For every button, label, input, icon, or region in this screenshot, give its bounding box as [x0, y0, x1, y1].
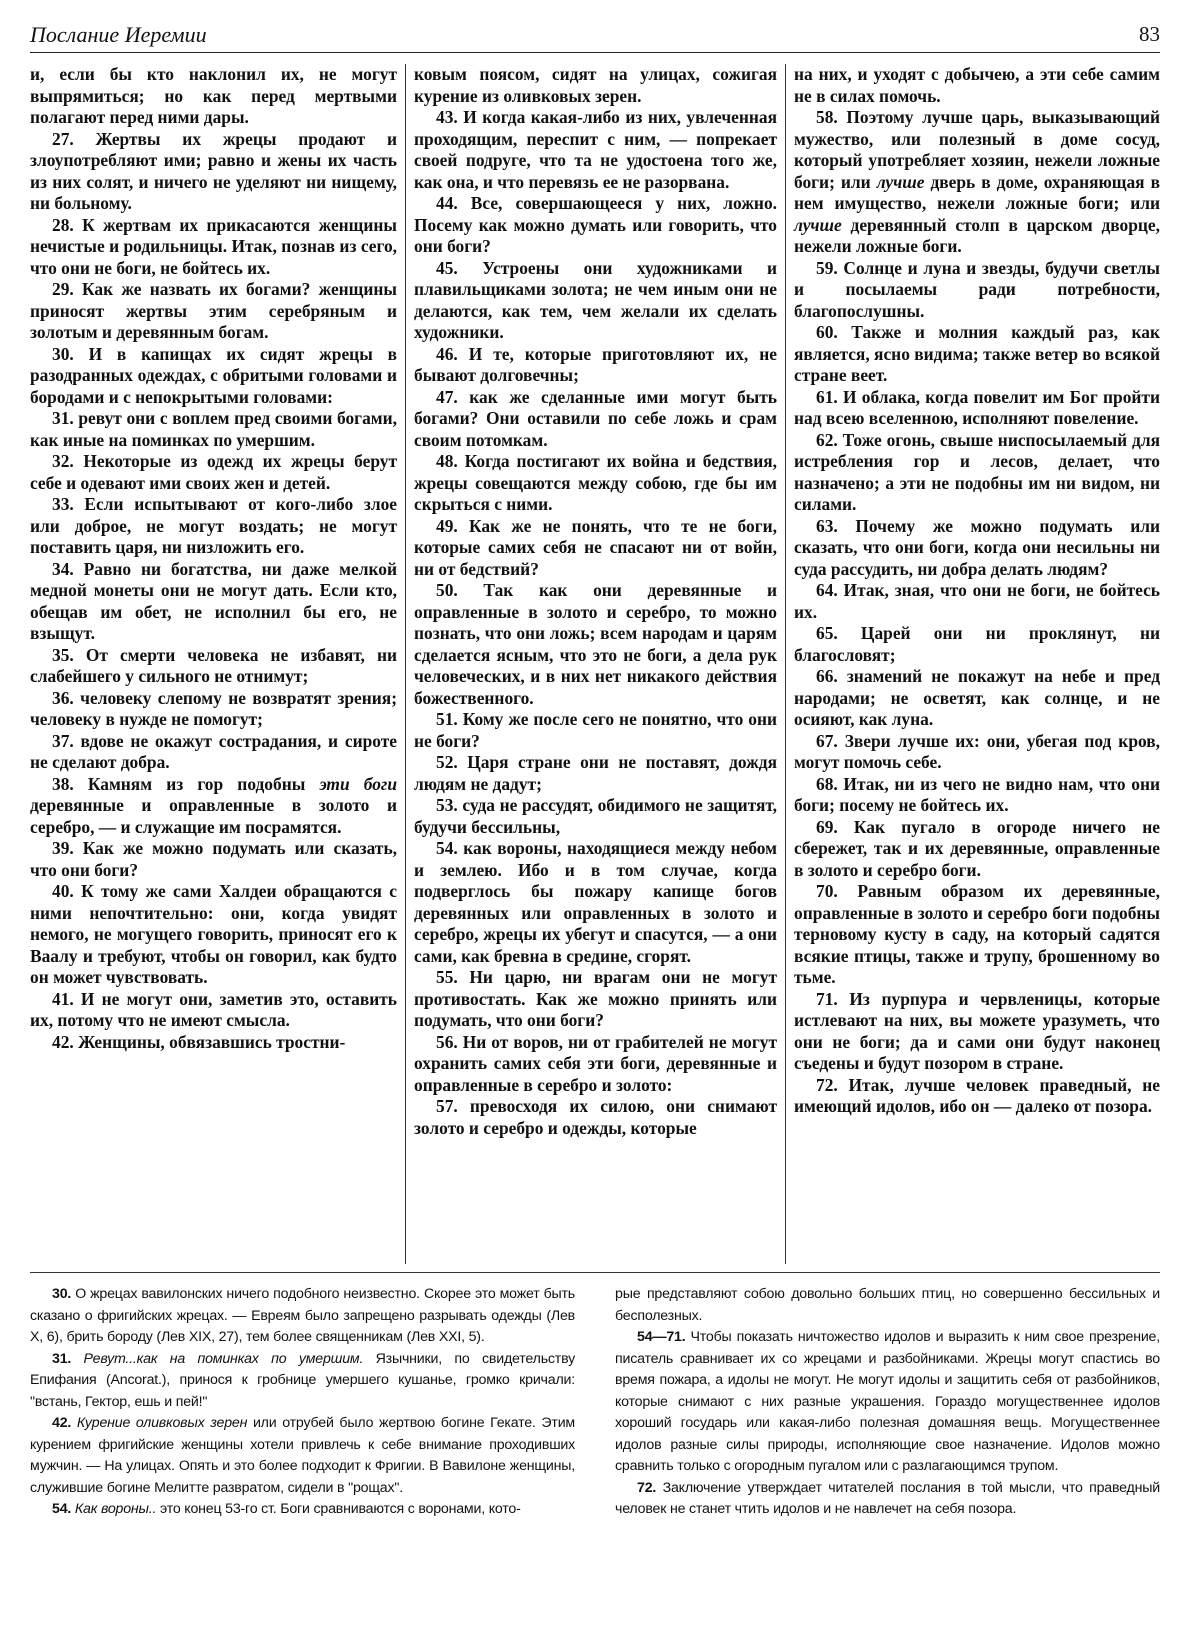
verse: 69. Как пугало в огороде ничего не сбережет, так и их деревянные, оправленные в золото и серебро боги. [794, 816, 1160, 880]
footnote-divider [30, 1272, 1160, 1273]
verse: 66. знамений не покажут на небе и пред народами; не осветят, как солнце, и не осияют, как луна. [794, 666, 1160, 729]
verse [794, 107, 1160, 258]
verse: 54. как вороны, находящиеся между небом и землею. Ибо и в том случае, когда подверглось бы пожару капище богов деревянных или оправленных в золото и серебро, жрецы их убегут и спасутся, — а они сами, как бревна в средине, сгорят. [414, 838, 777, 966]
verse: 56. Ни от воров, ни от грабителей не могут охранить самих себя эти боги, деревянные и оправленные в серебро и золото: [414, 1031, 777, 1095]
verse: 27. Жертвы их жрецы продают и злоупотребляют ими; равно и жены их часть из них солят, и ничего не уделяют ни нищему, ни больному. [30, 128, 397, 213]
commentary-note [615, 1478, 1160, 1521]
verse-italic: эти боги [319, 773, 397, 794]
verse: 29. Как же назвать их богами? женщины приносят жертвы этим серебряным и золотым и деревянным богам. [30, 279, 397, 342]
verse: 68. Итак, ни из чего не видно нам, что они боги; посему не бойтесь их. [794, 773, 1160, 815]
running-title: Послание Иеремии [30, 22, 207, 47]
verse: 35. От смерти человека не избавят, ни слабейшего у сильного не отнимут; [30, 644, 397, 686]
verse: 57. превосходя их силою, они снимают золото и серебро и одежды, которые [414, 1096, 777, 1138]
verse: 51. Кому же после сего не понятно, что они не боги? [414, 709, 777, 751]
verse-text: 58. Поэтому лучше царь, выказывающий мужество, или полезный в доме сосуд, который употребляет хозяин, нежели ложные боги; или [794, 107, 1160, 192]
verse: 64. Итак, зная, что они не боги, не бойтесь их. [794, 580, 1160, 622]
verse: и, если бы кто наклонил их, не могут выпрямиться; но как перед мертвыми полагают перед ними дары. [30, 64, 397, 127]
verse: 46. И те, которые приготовляют их, не бывают долговечны; [414, 343, 777, 385]
commentary-note [30, 1499, 575, 1521]
verse: 43. И когда какая-либо из них, увлеченная проходящим, переспит с ним, — попрекает своей подруге, что та не удостоена того же, как она, и что перевязь ее не разорвана. [414, 107, 777, 192]
verse-text: 38. Камням из гор подобны [52, 773, 320, 794]
verse: 49. Как же не понять, что те не боги, которые самих себя не спасают ни от войн, ни от бедствий? [414, 515, 777, 579]
main-text [30, 64, 1160, 1264]
verse: 48. Когда постигают их война и бедствия, жрецы совещаются между собою, где бы им скрыться с ними. [414, 451, 777, 514]
verse: 42. Женщины, обвязавшись тростни- [52, 1031, 346, 1052]
text-column-1 [30, 64, 405, 1264]
page-number: 83 [1139, 22, 1160, 46]
note-text: или отрубей было жертвою богине Гекате. Этим курением фригийские женщины хотели привлечь к себе внимание проходивших мужчин. — На улицах. Опять и это более подходит к Фригии. В Вавилоне женщины, служившие богине Мелитте развратом, сидели в "рощах". [30, 1415, 575, 1496]
note-text: рые представляют собою довольно больших птиц, но совершенно бессильных и бесполезных. [615, 1286, 1160, 1324]
commentary-column-2 [615, 1284, 1160, 1614]
verse: 72. Итак, лучше человек праведный, не имеющий идолов, ибо он — далеко от позора. [794, 1074, 1160, 1116]
verse: 39. Как же можно подумать или сказать, что они боги? [30, 838, 397, 880]
verse: 44. Все, совершающееся у них, ложно. Посему как можно думать или говорить, что они боги? [414, 193, 777, 256]
verse: 65. Царей они ни проклянут, ни благословят; [794, 623, 1160, 665]
verse: 28. К жертвам их прикасаются женщины нечистые и родильницы. Итак, познав из сего, что они не боги, не бойтесь их. [30, 214, 397, 278]
verse: 60. Также и молния каждый раз, как является, ясно видима; также ветер во всякой стране веет. [794, 322, 1160, 385]
note-text: Чтобы показать ничтожество идолов и выразить к ним свое презрение, писатель сравнивает их со жрецами и разбойниками. Жрецы могут спастись во время пожара, а идолы не могут. Не могут идолы и защитить себя от разбойников, которые снимают с них разные украшения. Гораздо могущественнее идолов хороший государь или какая-либо полезная домашняя вещь. Могущественнее идолов разные силы природы, исполняющие свое назначение. Идолов можно сравнить только с огородным пугалом или с разлагающимся трупом. [615, 1329, 1160, 1474]
note-text: Язычники, по свидетельству Епифания (Ancorat.), принося к гробнице умершего кушанье, громко кричали: "встань, Гектор, ешь и пей!" [30, 1350, 575, 1410]
verse: 37. вдове не окажут сострадания, и сироте не сделают добра. [30, 730, 397, 772]
commentary-note [615, 1284, 1160, 1327]
running-header [30, 22, 1160, 53]
note-italic: Ревут...как на поминках по умершим. [71, 1350, 364, 1367]
verse-text: деревянный столп в царском дворце, нежели ложные боги. [794, 214, 1160, 256]
verse: 31. ревут они с воплем пред своими богами, как иные на поминках по умершим. [30, 408, 397, 450]
verse: 41. И не могут они, заметив это, оставить их, потому что не имеют смысла. [30, 988, 397, 1030]
note-number: 72. [637, 1479, 657, 1496]
note-italic: Курение оливковых зерен [71, 1415, 248, 1431]
commentary-note [615, 1327, 1160, 1478]
verse: 71. Из пурпура и червленицы, которые истлевают на них, вы можете уразуметь, что они не боги; да и сами они будут наконец съедены и будут позором в стране. [794, 988, 1160, 1073]
verse-text: деревянные и оправленные в золото и серебро, — и служащие им посрамятся. [30, 795, 397, 837]
note-number: 31. [52, 1350, 72, 1367]
verse: 34. Равно ни богатства, ни даже мелкой медной монеты они не могут дать. Если кто, обещав им обет, не исполнил бы его, не взыщут. [30, 558, 397, 643]
verse: 63. Почему же можно подумать или сказать, что они боги, когда они несильны ни суда рассудить, ни добра делать людям? [794, 515, 1160, 579]
commentary-column-1 [30, 1284, 575, 1614]
text-column-2 [405, 64, 785, 1264]
verse: 36. человеку слепому не возвратят зрения; человеку в нужде не помогут; [30, 687, 397, 729]
verse: на них, и уходят с добычею, а эти себе самим не в силах помочь. [794, 64, 1160, 106]
verse: 59. Солнце и луна и звезды, будучи светлы и посылаемы ради потребности, благопослушны. [794, 257, 1160, 321]
verse: 61. И облака, когда повелит им Бог пройти над всею вселенною, исполняют повеление. [794, 386, 1160, 428]
verse: 32. Некоторые из одежд их жрецы берут себе и одевают ими своих жен и детей. [30, 451, 397, 493]
note-number: 54—71. [637, 1329, 686, 1345]
note-number: 42. [52, 1415, 72, 1431]
verse [30, 774, 397, 839]
note-text: это конец 53-го ст. Боги сравниваются с воронами, кото- [156, 1501, 521, 1517]
verse: 30. И в капищах их сидят жрецы в разодранных одеждах, с обритыми головами и бородами и с непокрытыми головами: [30, 343, 397, 407]
note-number: 30. [52, 1286, 72, 1302]
commentary [30, 1284, 1160, 1614]
verse-italic: лучше [876, 171, 925, 192]
commentary-note [30, 1284, 575, 1349]
commentary-note [30, 1413, 575, 1499]
note-italic: Как вороны.. [71, 1501, 157, 1517]
verse: 45. Устроены они художниками и плавильщиками золота; не чем иным они не делаются, как тем, чем желали их сделать художники. [414, 257, 777, 342]
verse: 70. Равным образом их деревянные, оправленные в золото и серебро боги подобны терновому кусту в саду, на который садятся всякие птицы, также и трупу, брошенному во тьме. [794, 881, 1160, 987]
verse-italic: лучше [794, 214, 842, 235]
note-text: Заключение утверждает читателей послания в той мысли, что праведный человек не станет чтить идолов и не навлечет на себя позора. [615, 1479, 1160, 1517]
verse: 53. суда не рассудят, обидимого не защитят, будучи бессильны, [414, 795, 777, 837]
verse: 33. Если испытывают от кого-либо злое или доброе, не могут воздать; не могут поставить царя, ни низложить его. [30, 494, 397, 557]
verse: ковым поясом, сидят на улицах, сожигая курение из оливковых зерен. [414, 64, 777, 106]
verse-text: дверь в доме, охраняющая в нем имущество, нежели ложные боги; или [794, 171, 1160, 213]
verse: 62. Тоже огонь, свыше ниспосылаемый для истребления гор и лесов, делает, что назначено; а эти не подобны им ни видом, ни силами. [794, 429, 1160, 514]
verse: 55. Ни царю, ни врагам они не могут противостать. Как же можно принять или подумать, что они боги? [414, 967, 777, 1030]
text-column-3 [785, 64, 1160, 1264]
verse: 40. К тому же сами Халдеи обращаются с ними непочтительно: они, когда увидят немого, не могущего говорить, приносят его к Ваалу и требуют, чтобы он говорил, как будто он может чувствовать. [30, 881, 397, 987]
verse: 50. Так как они деревянные и оправленные в золото и серебро, то можно познать, что они ложь; всем народам и царям сделается ясным, что это не боги, а дела рук человеческих, и в них нет никакого действия божественного. [414, 580, 777, 708]
verse: 47. как же сделанные ими могут быть богами? Они оставили по себе ложь и срам своим потомкам. [414, 386, 777, 450]
commentary-note [30, 1349, 575, 1414]
note-text: О жрецах вавилонских ничего подобного неизвестно. Скорее это может быть сказано о фригийских жрецах. — Евреям было запрещено разрывать одежды (Лев X, 6), брить бороду (Лев XIX, 27), тем более священникам (Лев XXI, 5). [30, 1286, 575, 1345]
verse: 67. Звери лучше их: они, убегая под кров, могут помочь себе. [794, 730, 1160, 772]
verse: 52. Царя стране они не поставят, дождя людям не дадут; [414, 752, 777, 794]
note-number: 54. [52, 1501, 72, 1517]
